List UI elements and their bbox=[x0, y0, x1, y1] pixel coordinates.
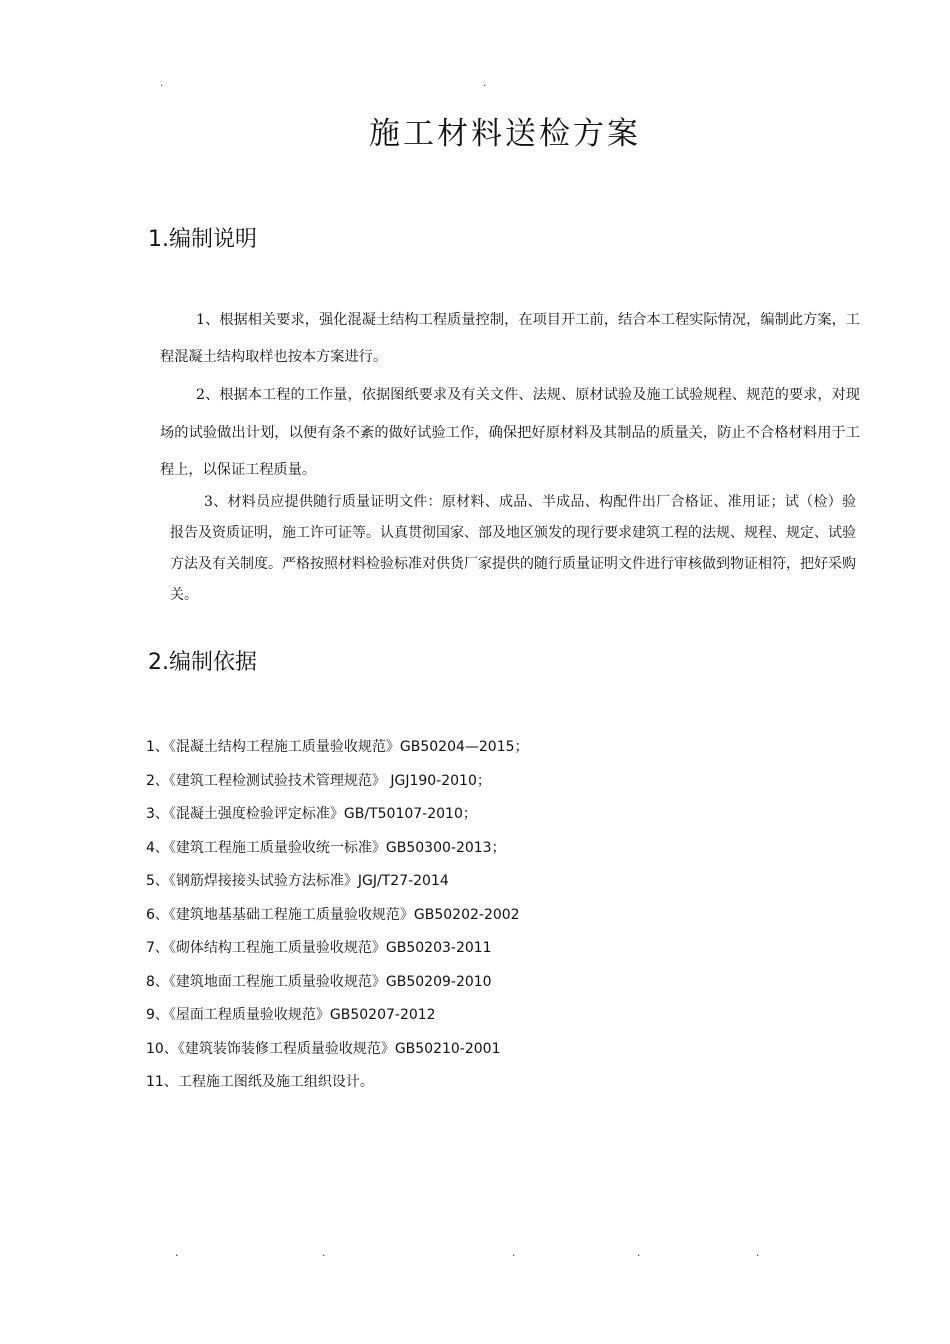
list-item: 3、《混凝土强度检验评定标准》GB/T50107-2010； bbox=[146, 806, 477, 822]
section-heading-compilation-notes: 1.编制说明 bbox=[148, 227, 257, 252]
list-item: 10、《建筑装饰装修工程质量验收规范》GB50210-2001 bbox=[146, 1040, 501, 1057]
list-item: 7、《砌体结构工程施工质量验收规范》GB50203-2011 bbox=[146, 940, 492, 956]
footer-dot: . bbox=[637, 1245, 641, 1259]
list-item: 2、《建筑工程检测试验技术管理规范》 JGJ190-2010； bbox=[146, 772, 491, 789]
list-item: 5、《钢筋焊接接头试验方法标准》JGJ/T27-2014 bbox=[146, 873, 449, 889]
paragraph: 1、根据相关要求，强化混凝土结构工程质量控制，在项目开工前，结合本工程实际情况，编制此方案，工程混凝土结构取样也按本方案进行。 bbox=[160, 312, 860, 365]
footer-dot: . bbox=[756, 1245, 760, 1259]
list-item: 8、《建筑地面工程施工质量验收规范》GB50209-2010 bbox=[146, 973, 492, 990]
list-item: 6、《建筑地基基础工程施工质量验收规范》GB50202-2002 bbox=[146, 906, 520, 923]
list-item: 1、《混凝土结构工程施工质量验收规范》GB50204—2015； bbox=[146, 739, 529, 755]
list-item: 4、《建筑工程施工质量验收统一标准》GB50300-2013； bbox=[146, 839, 506, 856]
footer-dot: . bbox=[322, 1245, 326, 1259]
list-item: 11、工程施工图纸及施工组织设计。 bbox=[146, 1074, 374, 1090]
header-dot: . bbox=[160, 75, 164, 89]
paragraph: 2、根据本工程的工作量，依据图纸要求及有关文件、法规、原材试验及施工试验规程、规范的要求，对现场的试验做出计划，以便有条不紊的做好试验工作，确保把好原材料及其制品的质量关，防止不合格材料用于工程上，以保证工程质量。 bbox=[160, 387, 860, 478]
page-title: 施工材料送检方案 bbox=[369, 116, 641, 152]
footer-dot: . bbox=[512, 1245, 516, 1259]
footer-dot: . bbox=[175, 1245, 179, 1259]
header-dot: . bbox=[483, 75, 487, 89]
list-item: 9、《屋面工程质量验收规范》GB50207-2012 bbox=[146, 1007, 436, 1023]
section-heading-compilation-basis: 2.编制依据 bbox=[148, 650, 257, 675]
reference-list bbox=[146, 731, 529, 1100]
paragraph: 3、材料员应提供随行质量证明文件：原材料、成品、半成品、构配件出厂合格证、准用证；试（检）验报告及资质证明，施工许可证等。认真贯彻国家、部及地区颁发的现行要求建筑工程的法规、规程、规定、试验方法及有关制度。严格按照材料检验标准对供货厂家提供的随行质量证明文件进行审核做到物证相符，把好采购关。 bbox=[170, 494, 856, 603]
